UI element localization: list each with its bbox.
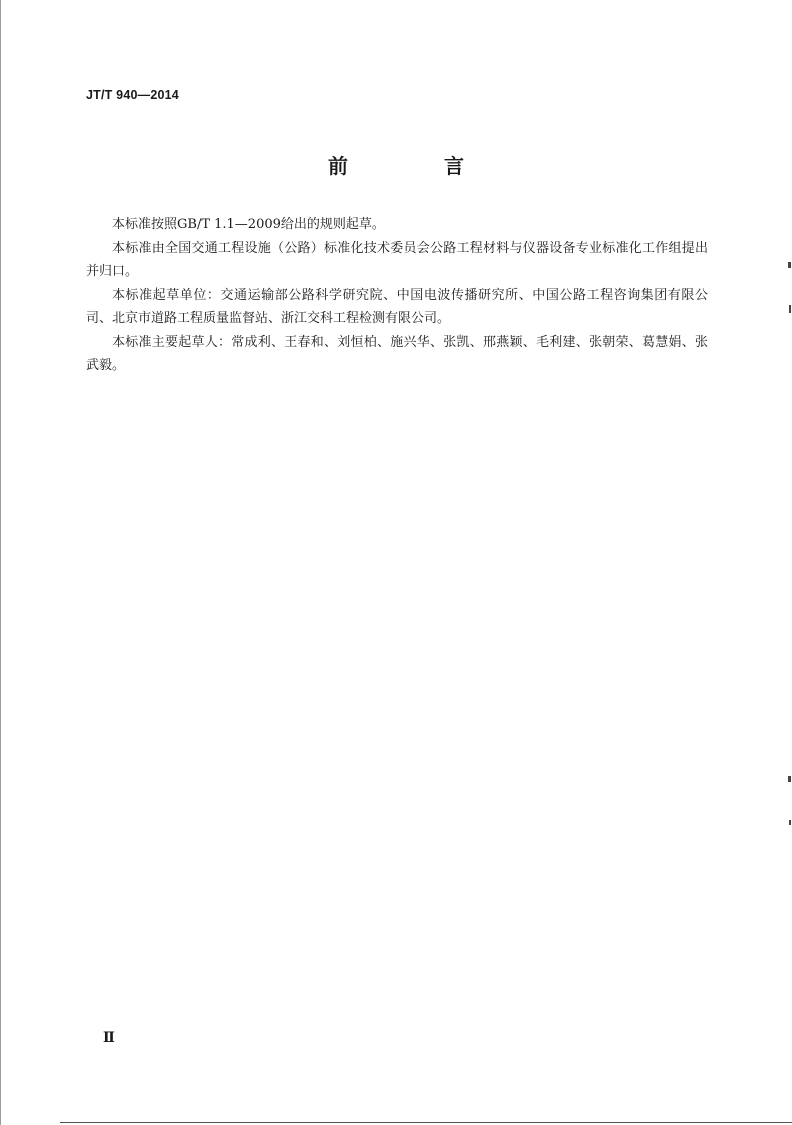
page-number: Ⅱ xyxy=(103,1030,115,1046)
scan-edge-bottom xyxy=(60,1122,792,1123)
foreword-body xyxy=(86,213,708,378)
standard-code: JT/T 940—2014 xyxy=(86,88,179,102)
paragraph-main-drafters: 本标准主要起草人：常成利、王春和、刘恒柏、施兴华、张凯、邢燕颖、毛利建、张朝荣、葛慧娟、张武毅。 xyxy=(86,334,708,373)
page-title: 前 言 xyxy=(328,154,502,178)
scan-mark xyxy=(789,820,791,825)
paragraph-drafting-rules: 本标准按照GB/T 1.1—2009给出的规则起草。 xyxy=(112,217,385,232)
scan-mark xyxy=(788,776,791,782)
paragraph-drafting-units: 本标准起草单位：交通运输部公路科学研究院、中国电波传播研究所、中国公路工程咨询集团有限公司、北京市道路工程质量监督站、浙江交科工程检测有限公司。 xyxy=(86,287,708,326)
scan-mark xyxy=(789,305,791,313)
scan-mark xyxy=(788,262,791,268)
paragraph-proposer: 本标准由全国交通工程设施（公路）标准化技术委员会公路工程材料与仪器设备专业标准化工作组提出并归口。 xyxy=(86,240,708,279)
